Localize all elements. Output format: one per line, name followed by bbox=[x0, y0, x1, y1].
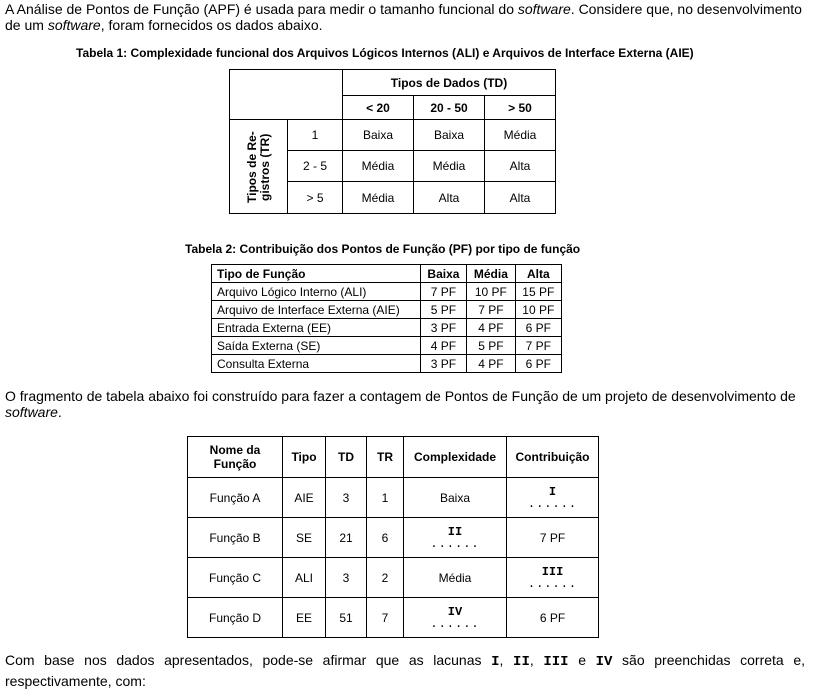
gap-label: IV bbox=[447, 604, 463, 619]
intro-text-2: . Considere que, no desenvolvimento de um bbox=[5, 1, 802, 33]
complexity-cell: Baixa bbox=[343, 120, 414, 151]
t2-cell: 4 PF bbox=[420, 337, 466, 355]
t3-header: Nome da Função bbox=[188, 437, 283, 478]
t2-cell: 5 PF bbox=[420, 301, 466, 319]
middle-end: . bbox=[57, 404, 62, 420]
t3-cell: 6 bbox=[367, 518, 404, 558]
closing-sep: , bbox=[499, 652, 514, 668]
function-count-table bbox=[187, 436, 599, 638]
t2-cell: 7 PF bbox=[420, 283, 466, 301]
t3-header: Contribuição bbox=[507, 437, 599, 478]
t3-gap-cell bbox=[404, 598, 507, 638]
intro-text-1: A Análise de Pontos de Função (APF) é usada para medir o tamanho funcional do bbox=[5, 1, 518, 17]
t3-gap-cell bbox=[507, 558, 599, 598]
t3-cell: Baixa bbox=[404, 478, 507, 518]
t2-cell: 3 PF bbox=[420, 319, 466, 337]
closing-paragraph bbox=[5, 651, 805, 691]
table1-corner bbox=[230, 70, 343, 120]
gap-II bbox=[430, 526, 479, 550]
t3-cell: ALI bbox=[283, 558, 326, 598]
t3-cell: 7 PF bbox=[507, 518, 599, 558]
td-header: Tipos de Dados (TD) bbox=[343, 70, 556, 96]
t3-gap-cell bbox=[404, 518, 507, 558]
tr-value: 1 bbox=[288, 120, 343, 151]
middle-paragraph bbox=[5, 388, 805, 420]
middle-text: O fragmento de tabela abaixo foi construído para fazer a contagem de Pontos de Função de um projeto de desenvolvimento de bbox=[5, 388, 796, 404]
t3-header: TD bbox=[326, 437, 367, 478]
gap-label: I bbox=[548, 484, 557, 499]
t3-cell: 3 bbox=[326, 478, 367, 518]
t3-cell: 21 bbox=[326, 518, 367, 558]
t3-gap-cell bbox=[507, 478, 599, 518]
gap-ref: III bbox=[543, 654, 569, 670]
gap-IV bbox=[430, 606, 479, 630]
t2-cell: Arquivo Lógico Interno (ALI) bbox=[212, 283, 421, 301]
t3-cell: Função B bbox=[188, 518, 283, 558]
t3-cell: 3 bbox=[326, 558, 367, 598]
tr-header: Tipos de Re-gistros (TR) bbox=[244, 130, 272, 203]
t3-header: TR bbox=[367, 437, 404, 478]
t2-cell: 6 PF bbox=[515, 355, 561, 373]
td-col: > 50 bbox=[485, 96, 556, 120]
gap-ref: IV bbox=[595, 654, 613, 670]
t3-cell: EE bbox=[283, 598, 326, 638]
intro-paragraph bbox=[5, 1, 805, 33]
gap-I bbox=[528, 486, 577, 510]
td-col: < 20 bbox=[343, 96, 414, 120]
complexity-cell: Média bbox=[343, 151, 414, 182]
gap-label: III bbox=[541, 564, 564, 579]
complexity-table bbox=[229, 69, 556, 214]
t2-header: Baixa bbox=[420, 265, 466, 283]
table1-caption: Tabela 1: Complexidade funcional dos Arquivos Lógicos Internos (ALI) e Arquivos de Interface Externa (AIE) bbox=[76, 46, 694, 60]
tr-value: > 5 bbox=[288, 182, 343, 214]
t2-cell: Entrada Externa (EE) bbox=[212, 319, 421, 337]
complexity-cell: Alta bbox=[414, 182, 485, 214]
t2-cell: 10 PF bbox=[515, 301, 561, 319]
t2-cell: 4 PF bbox=[467, 319, 516, 337]
closing-text-1: Com base nos dados apresentados, pode-se afirmar que as lacunas bbox=[5, 652, 492, 668]
complexity-cell: Alta bbox=[485, 151, 556, 182]
gap-ref: I bbox=[491, 654, 500, 670]
tr-header-cell bbox=[230, 120, 288, 214]
t2-cell: 6 PF bbox=[515, 319, 561, 337]
gap-ref: II bbox=[513, 654, 530, 670]
complexity-cell: Média bbox=[414, 151, 485, 182]
t3-cell: Média bbox=[404, 558, 507, 598]
t3-cell: Função D bbox=[188, 598, 283, 638]
intro-emphasis-1: software bbox=[517, 1, 571, 17]
contribution-table bbox=[211, 264, 562, 373]
td-col: 20 - 50 bbox=[414, 96, 485, 120]
complexity-cell: Média bbox=[485, 120, 556, 151]
complexity-cell: Alta bbox=[485, 182, 556, 214]
gap-dots: ...... bbox=[527, 496, 578, 511]
t3-cell: Função C bbox=[188, 558, 283, 598]
t3-cell: 1 bbox=[367, 478, 404, 518]
t3-header: Tipo bbox=[283, 437, 326, 478]
t3-header: Complexidade bbox=[404, 437, 507, 478]
complexity-cell: Média bbox=[343, 182, 414, 214]
t2-cell: 7 PF bbox=[467, 301, 516, 319]
gap-dots: ...... bbox=[430, 536, 480, 551]
gap-dots: ...... bbox=[430, 616, 480, 631]
t3-cell: SE bbox=[283, 518, 326, 558]
t3-cell: AIE bbox=[283, 478, 326, 518]
t2-cell: Arquivo de Interface Externa (AIE) bbox=[212, 301, 421, 319]
intro-emphasis-2: software bbox=[47, 17, 101, 33]
gap-dots: ...... bbox=[527, 576, 578, 591]
t3-cell: 7 bbox=[367, 598, 404, 638]
table2-caption: Tabela 2: Contribuição dos Pontos de Função (PF) por tipo de função bbox=[185, 242, 581, 256]
t2-header: Tipo de Função bbox=[212, 265, 421, 283]
complexity-cell: Baixa bbox=[414, 120, 485, 151]
t2-cell: 5 PF bbox=[467, 337, 516, 355]
closing-text-2: são preenchidas correta e, respectivamente, com: bbox=[5, 652, 806, 689]
t2-cell: Consulta Externa bbox=[212, 355, 421, 373]
closing-sep: e bbox=[568, 652, 596, 668]
t2-cell: 10 PF bbox=[467, 283, 516, 301]
t2-cell: Saída Externa (SE) bbox=[212, 337, 421, 355]
t3-cell: 51 bbox=[326, 598, 367, 638]
closing-sep: , bbox=[529, 652, 544, 668]
t2-header: Média bbox=[467, 265, 516, 283]
intro-text-3: , foram fornecidos os dados abaixo. bbox=[100, 17, 323, 33]
t3-cell: 6 PF bbox=[507, 598, 599, 638]
gap-III bbox=[528, 566, 577, 590]
t2-cell: 4 PF bbox=[467, 355, 516, 373]
middle-emphasis: software bbox=[5, 404, 58, 420]
t3-cell: 2 bbox=[367, 558, 404, 598]
t2-cell: 15 PF bbox=[515, 283, 561, 301]
t3-cell: Função A bbox=[188, 478, 283, 518]
tr-value: 2 - 5 bbox=[288, 151, 343, 182]
t2-cell: 7 PF bbox=[515, 337, 561, 355]
t2-cell: 3 PF bbox=[420, 355, 466, 373]
gap-label: II bbox=[447, 524, 463, 539]
t2-header: Alta bbox=[515, 265, 561, 283]
